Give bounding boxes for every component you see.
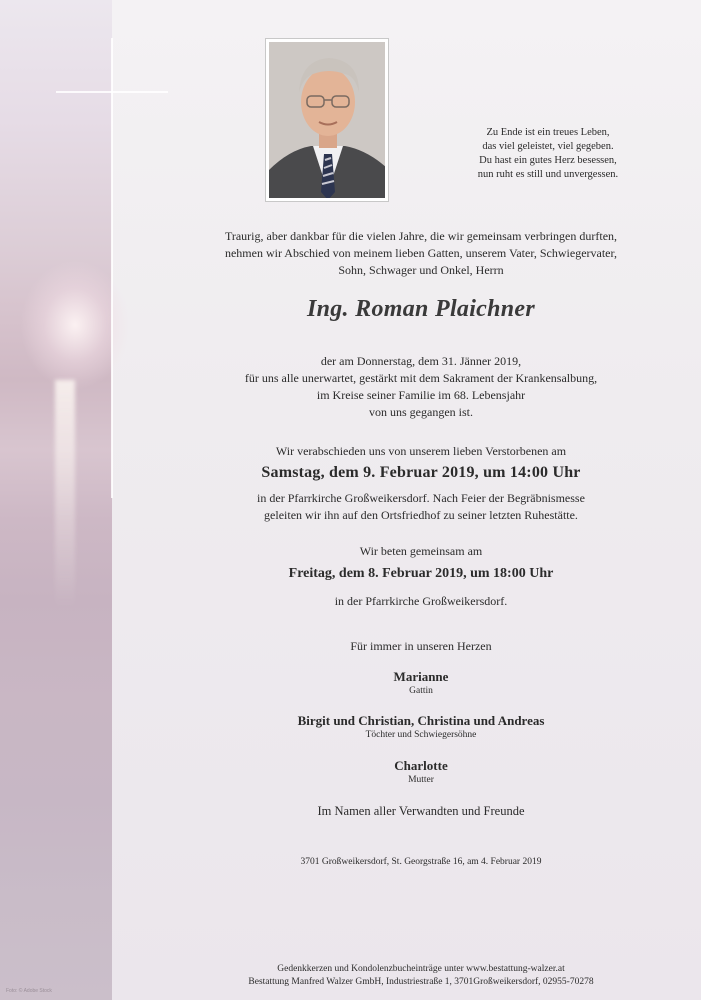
place-date: 3701 Großweikersdorf, St. Georgstraße 16, am 4. Februar 2019 (300, 857, 542, 867)
relative-role: Töchter und Schwiegersöhne (365, 730, 477, 740)
hearts-text: Für immer in unseren Herzen (350, 639, 492, 653)
portrait-image (269, 42, 385, 198)
passing-line: für uns alle unerwartet, gestärkt mit dem Sakrament der Krankensalbung, (244, 371, 598, 385)
passing-line: der am Donnerstag, dem 31. Jänner 2019, (320, 354, 522, 368)
relative-entry (168, 713, 674, 740)
relative-entry (168, 669, 674, 696)
prayer-date: Freitag, dem 8. Februar 2019, um 18:00 Uhr (288, 566, 554, 581)
relative-name: Birgit und Christian, Christina und Andreas (297, 713, 545, 728)
poem-line: Zu Ende ist ein treues Leben, (486, 127, 610, 138)
portrait-photo (265, 38, 389, 202)
funeral-details (168, 490, 674, 524)
intro-line: Traurig, aber dankbar für die vielen Jahre, die wir gemeinsam verbringen durften, (224, 229, 618, 243)
sunset-sea-background (0, 0, 112, 1000)
sun-reflection (55, 380, 75, 610)
footer-line: Bestattung Manfred Walzer GmbH, Industriestraße 1, 3701Großweikersdorf, 02955-70278 (248, 977, 594, 987)
footer-line: Gedenkkerzen und Kondolenzbucheinträge unter www.bestattung-walzer.at (277, 964, 565, 974)
prayer-place: in der Pfarrkirche Großweikersdorf. (334, 594, 508, 608)
passing-line: im Kreise seiner Familie im 68. Lebensjahr (316, 388, 526, 402)
behalf-text: Im Namen aller Verwandten und Freunde (317, 804, 525, 818)
funeral-details-line: in der Pfarrkirche Großweikersdorf. Nach Feier der Begräbnismesse (257, 491, 585, 505)
cross-icon (111, 38, 113, 498)
relative-name: Charlotte (394, 758, 448, 773)
intro-text (168, 228, 674, 279)
footer (168, 963, 674, 989)
relative-name: Marianne (393, 669, 449, 684)
sun-glow (20, 260, 130, 390)
intro-line: nehmen wir Abschied von meinem lieben Gatten, unserem Vater, Schwiegervater, (224, 246, 618, 260)
funeral-details-line: geleiten wir ihn auf den Ortsfriedhof zu seiner letzten Ruhestätte. (264, 508, 578, 522)
passing-text (168, 353, 674, 421)
funeral-date: Samstag, dem 9. Februar 2019, um 14:00 Uhr (261, 464, 581, 481)
deceased-name: Ing. Roman Plaichner (306, 296, 536, 322)
intro-line: Sohn, Schwager und Onkel, Herrn (338, 263, 504, 277)
relative-role: Mutter (408, 775, 434, 785)
poem-line: nun ruht es still und unvergessen. (477, 169, 619, 180)
poem-line: Du hast ein gutes Herz besessen, (479, 155, 617, 166)
cross-bar (56, 91, 168, 93)
relative-entry (168, 758, 674, 785)
photo-credit: Foto: © Adobe Stock (6, 988, 52, 994)
poem (430, 126, 666, 182)
prayer-intro: Wir beten gemeinsam am (359, 544, 483, 558)
passing-line: von uns gegangen ist. (369, 405, 473, 419)
farewell-text: Wir verabschieden uns von unserem lieben Verstorbenen am (275, 444, 567, 458)
relative-role: Gattin (409, 686, 433, 696)
poem-line: das viel geleistet, viel gegeben. (482, 141, 614, 152)
